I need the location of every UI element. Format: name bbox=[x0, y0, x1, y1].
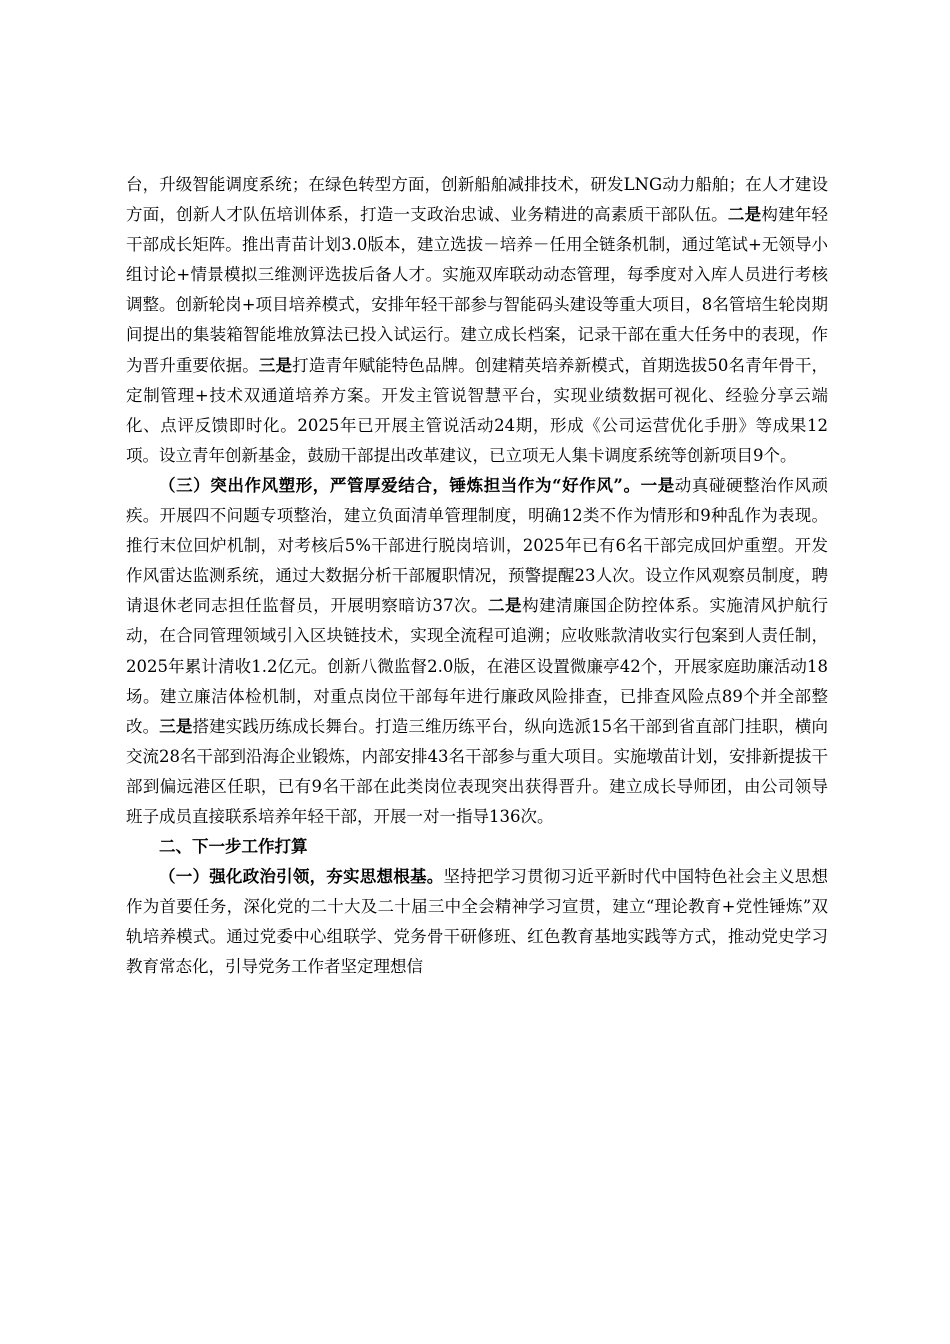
bold-text-run: （一）强化政治引领，夯实思想根基。 bbox=[159, 867, 444, 887]
text-run: 打造青年赋能特色品牌。创建精英培养新模式，首期选拔50名青年骨干，定制管理+技术双通道培养方案。开发主管说智慧平台，实现业绩数据可视化、经验分享云端化、点评反馈即时化。2025年已开展主管说活动24期，形成《公司运营优化手册》等成果12项。设立青年创新基金，鼓励干部提出改革建议，已立项无人集卡调度系统等创新项目9个。 bbox=[126, 355, 829, 465]
text-run: 坚持把学习贯彻习近平新时代中国特色社会主义思想作为首要任务，深化党的二十大及二十届三中全会精神学习宣贯，建立“理论教育+党性锤炼”双轨培养模式。通过党委中心组联学、党务骨干研修班、红色教育基地实践等方式，推动党史学习教育常态化，引导党务工作者坚定理想信 bbox=[126, 867, 829, 977]
body-paragraph-4 bbox=[126, 862, 828, 982]
text-run: 搭建实践历练成长舞台。打造三维历练平台，纵向选派15名干部到省直部门挂职，横向交流28名干部到沿海企业锻炼，内部安排43名干部参与重大项目。实施墩苗计划，安排新提拔干部到偏远港区任职，已有9名干部在此类岗位表现突出获得晋升。建立成长导师团，由公司领导班子成员直接联系培养年轻干部，开展一对一指导136次。 bbox=[126, 716, 829, 826]
text-run: 动真碰硬整治作风顽疾。开展四不问题专项整治，建立负面清单管理制度，明确12类不作为情形和9种乱作为表现。推行末位回炉机制，对考核后5%干部进行脱岗培训，2025年已有6名干部完成回炉重塑。开发作风雷达监测系统，通过大数据分析干部履职情况，预警提醒23人次。设立作风观察员制度，聘请退休老同志担任监督员，开展明察暗访37次。 bbox=[126, 475, 829, 616]
text-run: 构建清廉国企防控体系。实施清风护航行动，在合同管理领域引入区块链技术，实现全流程可追溯；应收账款清收实行包案到人责任制，2025年累计清收1.2亿元。创新八微监督2.0版，在港区设置微廉亭42个，开展家庭助廉活动18场。建立廉洁体检机制，对重点岗位干部每年进行廉政风险排查，已排查风险点89个并全部整改。 bbox=[126, 596, 829, 736]
body-paragraph-1 bbox=[126, 170, 828, 471]
bold-text-run: 二是 bbox=[727, 205, 762, 225]
section-heading bbox=[126, 832, 828, 862]
bold-text-run: 三是 bbox=[159, 716, 193, 736]
bold-text-run: 二是 bbox=[488, 596, 523, 616]
body-paragraph-2 bbox=[126, 471, 828, 832]
bold-text-run: 二、下一步工作打算 bbox=[159, 837, 308, 857]
bold-text-run: （三）突出作风塑形，严管厚爱结合，锤炼担当作为“好作风”。 bbox=[159, 475, 641, 495]
bold-text-run: 一是 bbox=[640, 475, 675, 495]
text-run: 台，升级智能调度系统；在绿色转型方面，创新船舶减排技术，研发LNG动力船舶；在人才建设方面，创新人才队伍培训体系，打造一支政治忠诚、业务精进的高素质干部队伍。 bbox=[126, 175, 828, 225]
bold-text-run: 三是 bbox=[258, 355, 293, 375]
text-run: 构建年轻干部成长矩阵。推出青苗计划3.0版本，建立选拔－培养－任用全链条机制，通过笔试+无领导小组讨论+情景模拟三维测评选拔后备人才。实施双库联动动态管理，每季度对入库人员进行考核调整。创新轮岗+项目培养模式，安排年轻干部参与智能码头建设等重大项目，8名管培生轮岗期间提出的集装箱智能堆放算法已投入试运行。建立成长档案，记录干部在重大任务中的表现，作为晋升重要依据。 bbox=[126, 205, 829, 375]
document-page bbox=[126, 170, 828, 983]
